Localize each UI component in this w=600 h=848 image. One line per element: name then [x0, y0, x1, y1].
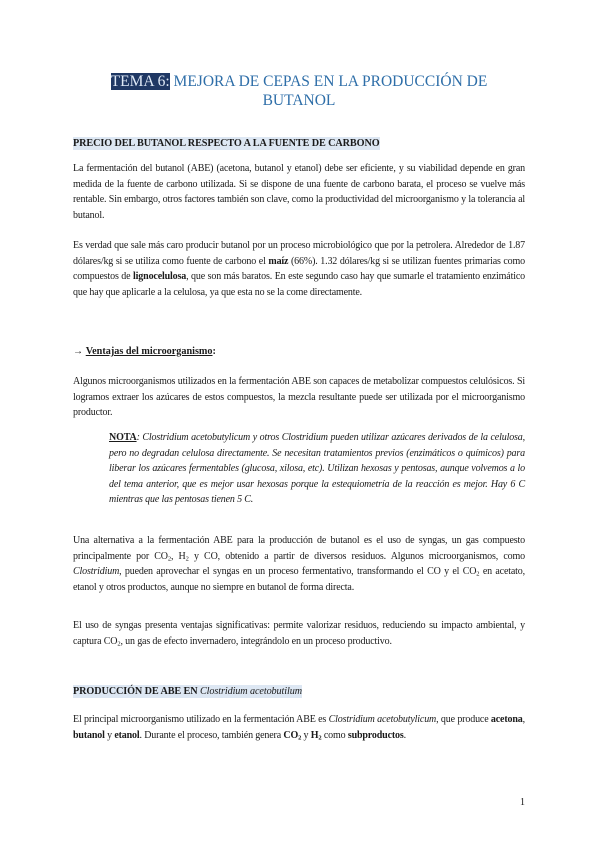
- paragraph-produccion: [73, 712, 525, 743]
- note-label: NOTA: [109, 432, 137, 443]
- text: CO: [283, 729, 299, 741]
- text: , H: [170, 550, 186, 562]
- section-heading-precio: PRECIO DEL BUTANOL RESPECTO A LA FUENTE DE CARBONO: [73, 138, 380, 149]
- paragraph-syngas: [73, 533, 525, 595]
- subscript: 2: [318, 734, 322, 742]
- title-highlight: TEMA 6:: [110, 73, 170, 90]
- arrow-icon: →: [73, 346, 86, 357]
- section-heading-produccion: [73, 685, 302, 698]
- text: y: [301, 729, 311, 741]
- text: , un gas de efecto invernadero, integrándolo en un proceso productivo.: [120, 635, 392, 647]
- heading-italic: Clostridium acetobutilum: [199, 686, 302, 697]
- paragraph-fermentacion: La fermentación del butanol (ABE) (acetona, butanol y etanol) debe ser eficiente, y su viabilidad depende en gran medida de la fuente de carbono utilizada. Si se dispone de una fuente de carbono barata, el proceso se vuelve más rentable. Sin embargo, otros factores también son clave, como la productividad del microorganismo y la tolerancia al butanol.: [73, 163, 525, 221]
- bold-maiz: maíz: [268, 255, 289, 267]
- colon: :: [212, 346, 216, 357]
- text: , pueden aprovechar el syngas en un proceso fermentativo, transformando el CO y el CO: [119, 566, 477, 578]
- italic-clostridium: Clostridium: [73, 566, 120, 578]
- bold-subproductos: subproductos: [347, 729, 404, 741]
- page-number: 1: [520, 797, 525, 808]
- ventajas-label: Ventajas del microorganismo: [85, 346, 213, 357]
- text: como: [321, 729, 348, 741]
- text: Una alternativa a la fermentación ABE para la producción de butanol es el uso de syngas, un gas compuesto principalmente por CO: [73, 535, 525, 562]
- subscript: 2: [476, 570, 480, 578]
- paragraph-precio: [73, 238, 525, 300]
- text: , que son más baratos. En este segundo caso hay que sumarle el tratamiento enzimático que hay que aplicarle a la celulosa, ya que esta no se la come directamente.: [73, 271, 525, 298]
- bold-acetona: acetona: [490, 714, 523, 725]
- text: (66%). 1.32 dólares/kg si se utilizan fuentes primarias como compuestos de: [73, 255, 526, 283]
- bold-butanol: butanol: [73, 729, 105, 741]
- page-title: [73, 72, 525, 110]
- bold-h2: [311, 730, 322, 741]
- text: , que produce: [436, 714, 491, 725]
- bold-co2: [283, 730, 301, 741]
- paragraph-microorganismos: Algunos microorganismos utilizados en la fermentación ABE son capaces de metabolizar compuestos celulósicos. Si logramos extraer los azúcares de estos compuestos, la mezcla resultante puede ser utilizada por el microorganismo productor.: [73, 376, 525, 419]
- heading-text: PRODUCCIÓN DE ABE EN: [73, 686, 200, 697]
- text: .: [403, 729, 407, 741]
- text: y: [104, 729, 115, 741]
- text: en acetato, etanol y otros productos, aunque no siempre en butanol de forma directa.: [73, 566, 525, 593]
- subheading-ventajas: [73, 346, 216, 357]
- note-text: : Clostridium acetobutylicum y otros Clostridium pueden utilizar azúcares derivados de la celulosa, pero no degradan celulosa directamente. Se necesitan tratamientos previos (enzimáticos o químicos) para liberar los azúcares fermentables (glucosa, xilosa, etc). Utilizan hexosas y pentosas, aunque volvemos a lo del tema anterior, que es mejor usar hexosas porque la estequiometría de la reacción es mejor. Hay 6 C mientras que las pentosas tienen 5 C.: [109, 432, 525, 506]
- subscript: 2: [185, 555, 189, 563]
- subscript: 2: [167, 555, 171, 563]
- text: y CO, obtenido a partir de diversos residuos. Algunos microorganismos, como: [188, 550, 525, 562]
- text: Es verdad que sale más caro producir butanol por un proceso microbiológico que por la petrolera. Alrededor de 1.87 dólares/kg si se utiliza como fuente de carbono el: [73, 240, 525, 267]
- text: . Durante el proceso, también genera: [139, 729, 284, 741]
- text: H: [310, 729, 319, 741]
- paragraph-ventajas-syngas: [73, 618, 525, 649]
- title-text: MEJORA DE CEPAS EN LA PRODUCCIÓN DE BUTANOL: [169, 73, 488, 109]
- bold-lignocelulosa: lignocelulosa: [133, 271, 187, 283]
- text: ,: [522, 714, 525, 725]
- subscript: 2: [298, 734, 302, 742]
- bold-etanol: etanol: [114, 729, 140, 741]
- text: El principal microorganismo utilizado en la fermentación ABE es: [73, 714, 329, 725]
- text: El uso de syngas presenta ventajas significativas: permite valorizar residuos, reduciendo su impacto ambiental, y captura CO: [73, 620, 525, 647]
- subscript: 2: [117, 640, 121, 648]
- italic-organism: Clostridium acetobutylicum: [328, 714, 437, 725]
- note-block: [109, 430, 525, 508]
